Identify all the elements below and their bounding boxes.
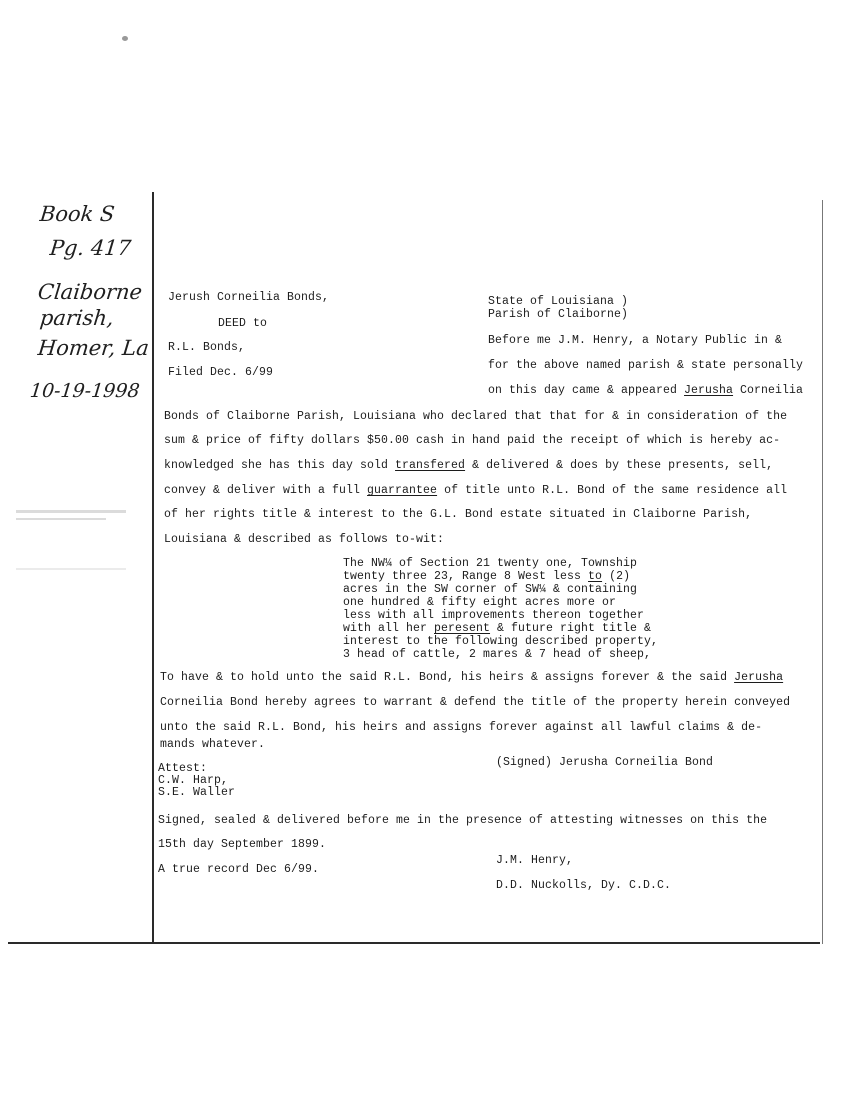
filed-date: Filed Dec. 6/99 <box>168 366 274 379</box>
text-run: convey & deliver with a full <box>164 484 368 497</box>
text-run: Louisiana & described as follows to-wit: <box>164 533 445 546</box>
text-run: for the above named parish & state personally <box>488 359 804 372</box>
text-run: with all her <box>343 622 435 635</box>
underlined-word: transfered <box>395 459 466 472</box>
true-record: A true record Dec 6/99. <box>158 863 320 876</box>
margin-note-page: Pg. 417 <box>48 236 133 260</box>
witness-1: C.W. Harp, <box>158 774 229 787</box>
text-run: of her rights title & interest to the G.L. Bond estate situated in Claiborne Parish, <box>164 508 753 521</box>
text-run: of title unto R.L. Bond of the same residence all <box>437 484 788 497</box>
margin-note-book: Book S <box>38 202 116 226</box>
right-edge-rule <box>822 200 823 944</box>
scan-speck <box>122 36 128 41</box>
margin-note-place: Homer, La <box>36 336 151 360</box>
body-line <box>488 334 782 348</box>
description-line <box>343 635 658 649</box>
habendum-line <box>160 738 265 752</box>
bottom-horizontal-rule <box>8 942 820 944</box>
text-run: mands whatever. <box>160 738 266 751</box>
text-run: on this day came & appeared <box>488 384 685 397</box>
body-line <box>164 410 787 424</box>
description-line <box>343 622 651 636</box>
parish-line: Parish of Claiborne) <box>488 308 629 321</box>
text-run: (2) <box>602 570 631 583</box>
underlined-word: peresent <box>434 622 491 635</box>
underlined-word: guarrantee <box>367 484 438 497</box>
grantor-signature: (Signed) Jerusha Corneilia Bond <box>496 756 714 769</box>
text-run: & future right title & <box>490 622 652 635</box>
text-run: interest to the following described property, <box>343 635 659 648</box>
body-line <box>164 459 773 473</box>
scan-smudge <box>16 510 126 513</box>
margin-vertical-rule <box>152 192 154 944</box>
text-run: less with all improvements thereon together <box>343 609 645 622</box>
text-run: one hundred & fifty eight acres more or <box>343 596 617 609</box>
grantor-name: Jerush Corneilia Bonds, <box>168 291 330 304</box>
text-run: Bonds of Claiborne Parish, Louisiana who declared that that for & in consideration of the <box>164 410 788 423</box>
description-line <box>343 570 630 584</box>
text-run: 3 head of cattle, 2 mares & 7 head of sheep, <box>343 648 652 661</box>
body-line <box>164 508 752 522</box>
body-line <box>164 533 444 547</box>
description-line <box>343 609 644 623</box>
underlined-word: to <box>588 570 603 583</box>
underlined-word: Jerusha <box>684 384 734 397</box>
notary-name: J.M. Henry, <box>496 854 574 867</box>
scan-smudge <box>16 568 126 570</box>
text-run: Before me J.M. Henry, a Notary Public in & <box>488 334 783 347</box>
body-line <box>164 484 787 498</box>
grantee-name: R.L. Bonds, <box>168 341 246 354</box>
habendum-line <box>160 696 790 710</box>
attest-label: Attest: <box>158 762 208 775</box>
closing-line-1: Signed, sealed & delivered before me in the presence of attesting witnesses on this the <box>158 814 768 827</box>
body-line <box>164 434 780 448</box>
habendum-line <box>160 671 783 685</box>
text-run: Corneilia <box>733 384 804 397</box>
deputy-clerk: D.D. Nuckolls, Dy. C.D.C. <box>496 879 672 892</box>
text-run: Corneilia Bond hereby agrees to warrant & defend the title of the property herein conveyed <box>160 696 791 709</box>
underlined-word: Jerusha <box>734 671 784 684</box>
habendum-line <box>160 721 762 735</box>
deed-to-label: DEED to <box>218 317 268 330</box>
text-run: The NW¼ of Section 21 twenty one, Township <box>343 557 638 570</box>
text-run: knowledged she has this day sold <box>164 459 396 472</box>
text-run: unto the said R.L. Bond, his heirs and assigns forever against all lawful claims & de- <box>160 721 763 734</box>
text-run: To have & to hold unto the said R.L. Bond, his heirs & assigns forever & the said <box>160 671 735 684</box>
closing-line-2: 15th day September 1899. <box>158 838 327 851</box>
description-line <box>343 557 637 571</box>
margin-note-parish-2: parish, <box>38 306 115 330</box>
margin-note-parish-1: Claiborne <box>36 280 144 304</box>
scan-smudge <box>16 518 106 520</box>
margin-note-date: 10-19-1998 <box>28 380 141 402</box>
body-line <box>488 384 803 398</box>
text-run: acres in the SW corner of SW¼ & containing <box>343 583 638 596</box>
description-line <box>343 596 616 610</box>
text-run: sum & price of fifty dollars $50.00 cash in hand paid the receipt of which is hereby ac- <box>164 434 781 447</box>
description-line <box>343 583 637 597</box>
text-run: twenty three 23, Range 8 West less <box>343 570 589 583</box>
body-line <box>488 359 803 373</box>
description-line <box>343 648 651 662</box>
state-line: State of Louisiana ) <box>488 295 629 308</box>
witness-2: S.E. Waller <box>158 786 236 799</box>
text-run: & delivered & does by these presents, sell, <box>465 459 774 472</box>
